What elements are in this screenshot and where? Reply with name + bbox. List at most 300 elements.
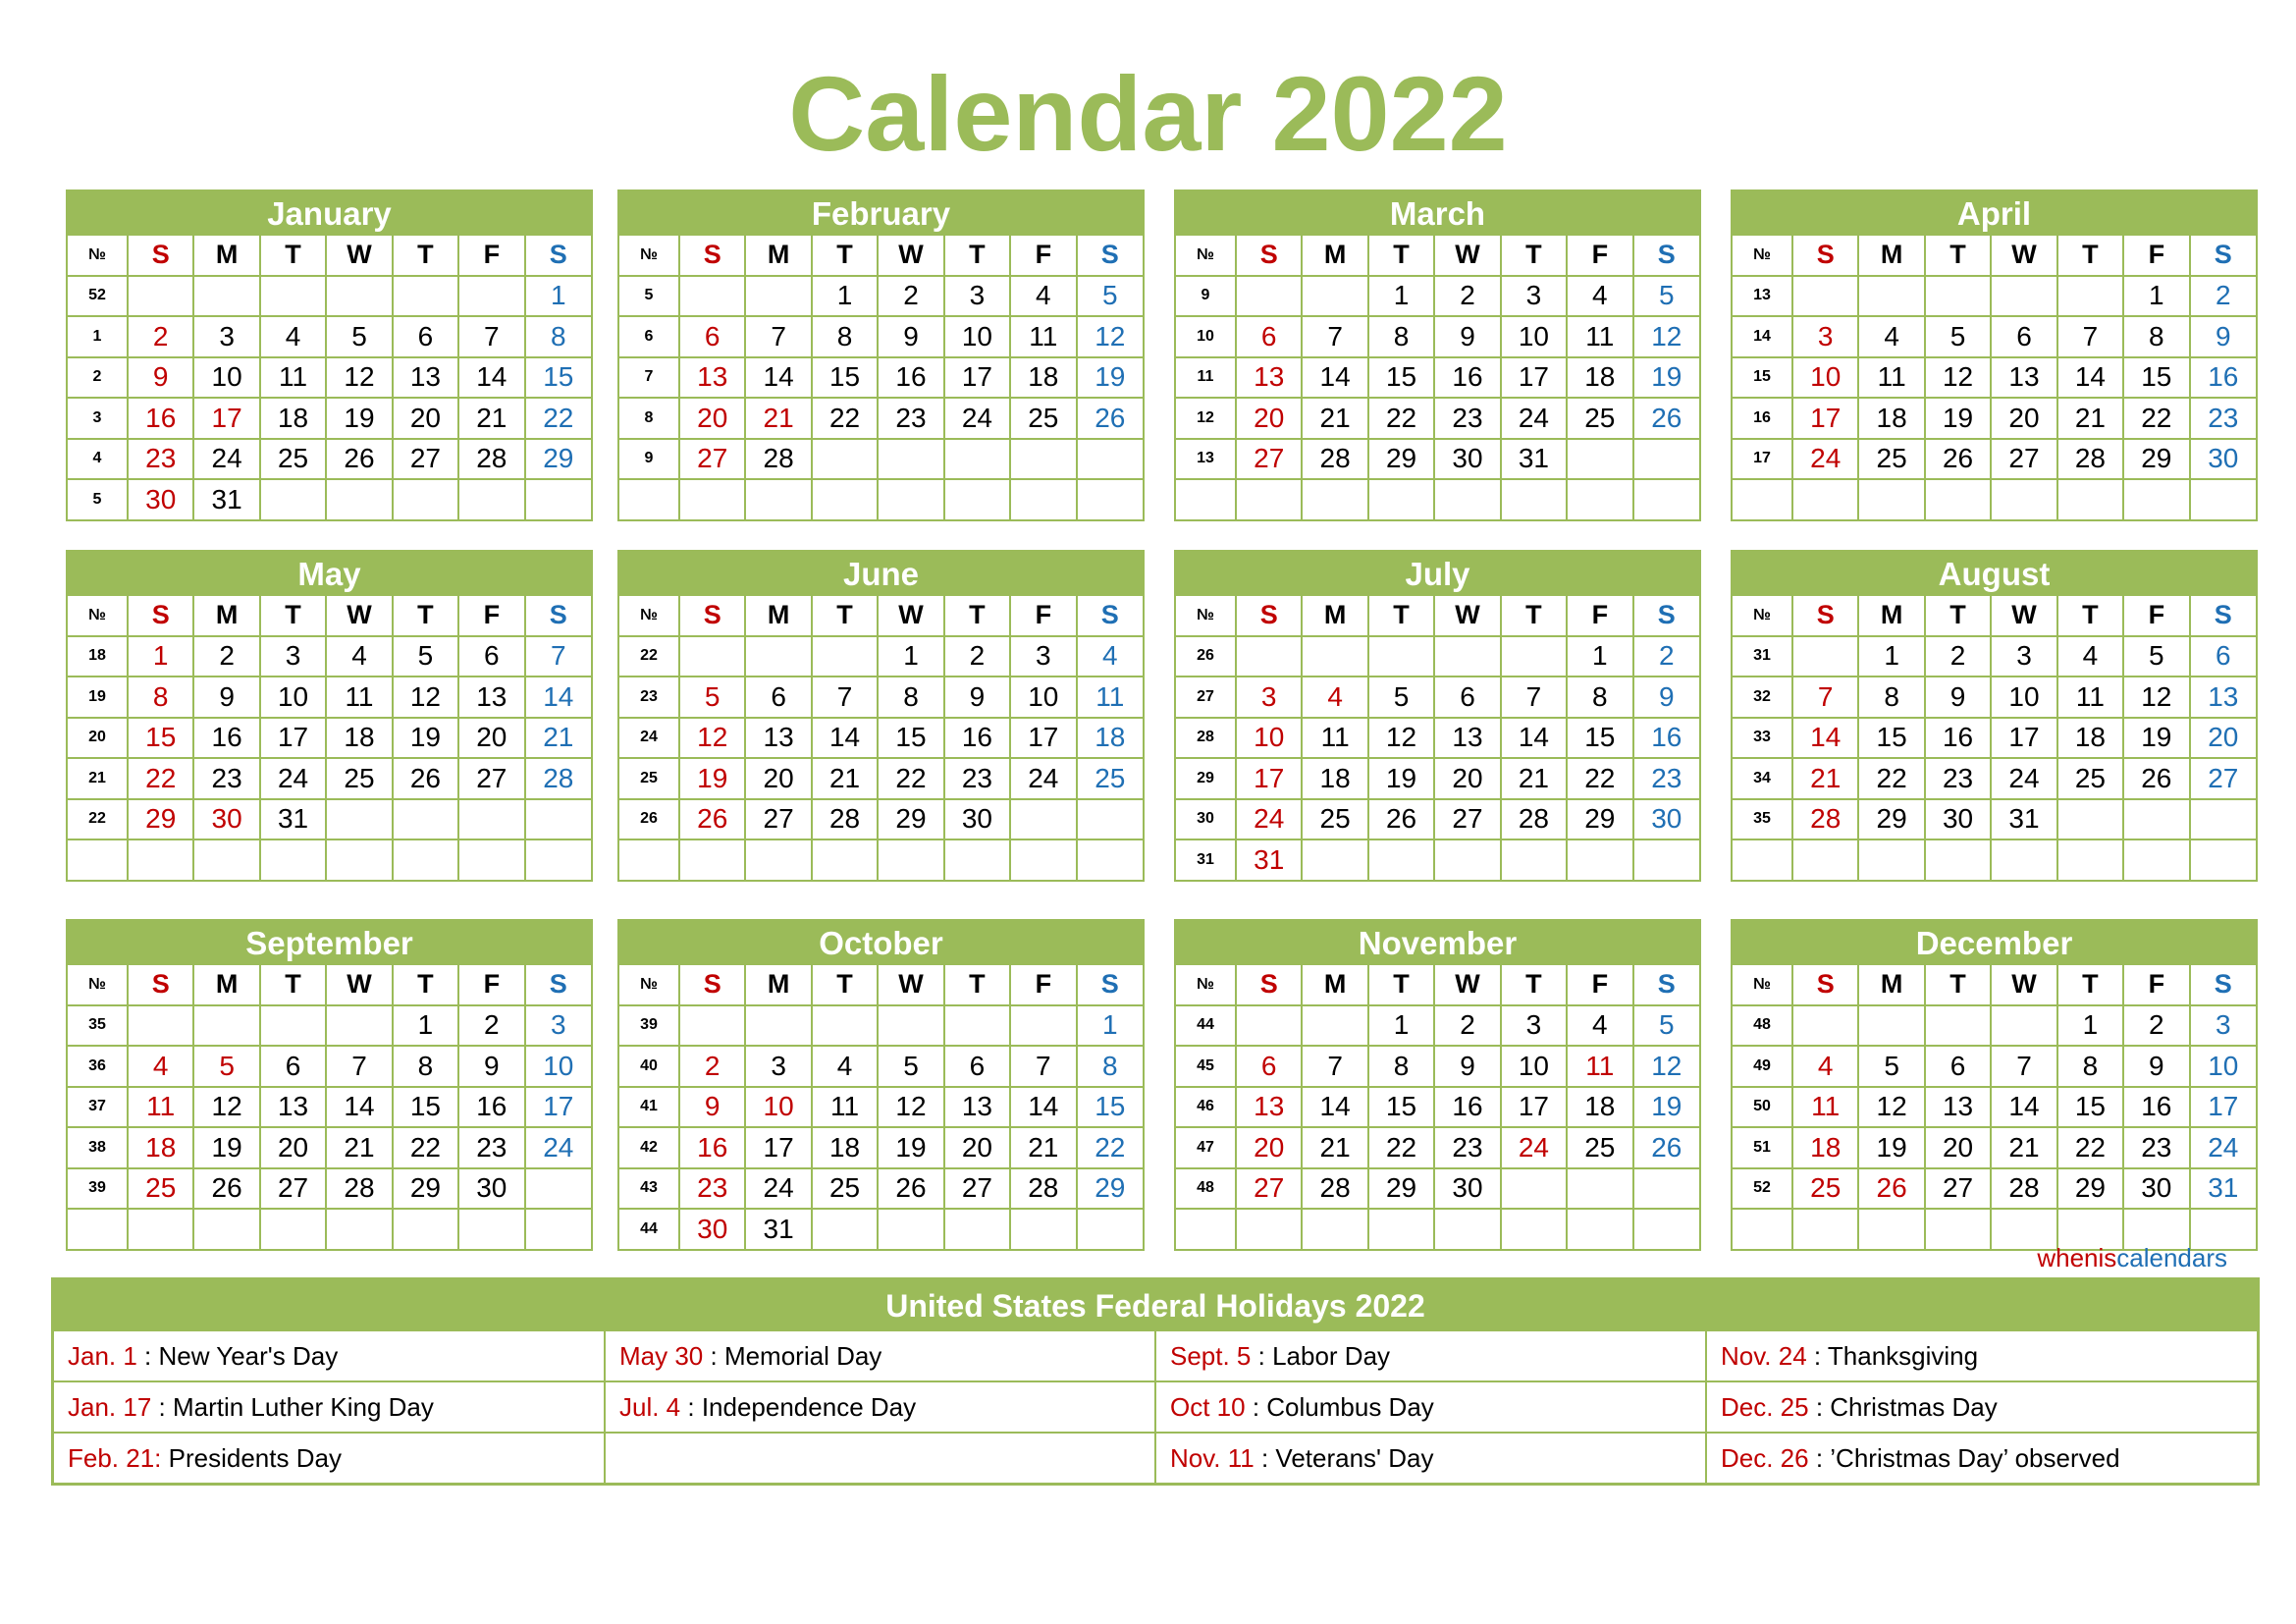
weekday-header: M bbox=[1858, 236, 1924, 276]
week-number: 12 bbox=[1176, 398, 1236, 439]
day-cell: 5 bbox=[1633, 276, 1699, 317]
day-cell: 11 bbox=[260, 357, 326, 399]
day-cell bbox=[2123, 799, 2189, 840]
weekday-header: T bbox=[393, 596, 458, 636]
day-cell: 19 bbox=[193, 1127, 259, 1168]
day-cell: 30 bbox=[679, 1209, 745, 1249]
weekday-header: F bbox=[458, 596, 524, 636]
day-cell: 7 bbox=[525, 636, 591, 677]
week-number-header: № bbox=[619, 596, 679, 636]
day-cell bbox=[2190, 479, 2256, 519]
day-cell: 16 bbox=[1633, 718, 1699, 759]
day-cell bbox=[878, 1209, 943, 1249]
day-cell bbox=[1010, 439, 1076, 480]
day-cell: 2 bbox=[128, 316, 193, 357]
day-cell: 30 bbox=[1434, 439, 1500, 480]
day-cell: 26 bbox=[1633, 398, 1699, 439]
day-cell bbox=[193, 1209, 259, 1249]
day-cell: 19 bbox=[1077, 357, 1143, 399]
day-cell: 5 bbox=[1633, 1005, 1699, 1047]
weekday-header: S bbox=[1077, 596, 1143, 636]
week-number-header: № bbox=[1176, 236, 1236, 276]
day-cell: 21 bbox=[1792, 758, 1858, 799]
day-cell: 26 bbox=[326, 439, 392, 480]
day-cell: 9 bbox=[1434, 1046, 1500, 1087]
holiday-cell bbox=[605, 1381, 1155, 1433]
day-cell bbox=[1633, 1209, 1699, 1249]
day-cell: 20 bbox=[679, 398, 745, 439]
week-row bbox=[619, 758, 1143, 799]
week-row bbox=[1733, 357, 2256, 399]
day-cell bbox=[1236, 636, 1302, 677]
day-cell: 6 bbox=[745, 677, 811, 718]
week-row bbox=[619, 718, 1143, 759]
day-cell: 9 bbox=[2190, 316, 2256, 357]
weekday-header: T bbox=[1925, 965, 1991, 1005]
day-cell: 5 bbox=[679, 677, 745, 718]
day-cell: 9 bbox=[1633, 677, 1699, 718]
week-number bbox=[1176, 1209, 1236, 1249]
day-cell: 1 bbox=[1368, 1005, 1434, 1047]
weekday-header: S bbox=[128, 965, 193, 1005]
week-number: 31 bbox=[1733, 636, 1792, 677]
week-number: 13 bbox=[1733, 276, 1792, 317]
weekday-header: T bbox=[2057, 596, 2123, 636]
month-june bbox=[617, 550, 1145, 882]
week-row bbox=[619, 276, 1143, 317]
day-cell: 2 bbox=[1633, 636, 1699, 677]
week-number: 29 bbox=[1176, 758, 1236, 799]
day-cell: 27 bbox=[1434, 799, 1500, 840]
day-cell: 21 bbox=[458, 398, 524, 439]
day-cell: 9 bbox=[1434, 316, 1500, 357]
day-cell: 14 bbox=[1991, 1087, 2056, 1128]
weekday-header: S bbox=[128, 236, 193, 276]
week-row bbox=[1176, 479, 1699, 519]
day-cell: 3 bbox=[1991, 636, 2056, 677]
day-cell: 24 bbox=[260, 758, 326, 799]
day-cell: 23 bbox=[193, 758, 259, 799]
day-cell: 21 bbox=[2057, 398, 2123, 439]
weekday-header: W bbox=[1991, 965, 2056, 1005]
day-cell bbox=[1368, 1209, 1434, 1249]
day-cell: 28 bbox=[1302, 439, 1367, 480]
weekday-header: S bbox=[525, 596, 591, 636]
day-cell: 2 bbox=[1925, 636, 1991, 677]
day-cell: 22 bbox=[1368, 398, 1434, 439]
day-cell: 12 bbox=[878, 1087, 943, 1128]
day-cell: 8 bbox=[1567, 677, 1632, 718]
day-cell: 3 bbox=[193, 316, 259, 357]
week-row bbox=[68, 398, 591, 439]
day-cell: 20 bbox=[1236, 1127, 1302, 1168]
day-cell: 27 bbox=[260, 1168, 326, 1210]
weekday-header: S bbox=[128, 596, 193, 636]
day-cell: 3 bbox=[1501, 1005, 1567, 1047]
day-cell bbox=[679, 839, 745, 880]
day-cell: 14 bbox=[1302, 1087, 1367, 1128]
weekday-header: T bbox=[1925, 596, 1991, 636]
week-row bbox=[1733, 398, 2256, 439]
day-cell: 30 bbox=[1925, 799, 1991, 840]
day-cell: 20 bbox=[458, 718, 524, 759]
week-number-header: № bbox=[1176, 596, 1236, 636]
week-number-header: № bbox=[68, 965, 128, 1005]
day-cell bbox=[1858, 1005, 1924, 1047]
day-cell: 13 bbox=[944, 1087, 1010, 1128]
day-cell: 18 bbox=[1567, 1087, 1632, 1128]
day-cell: 17 bbox=[1501, 357, 1567, 399]
week-row bbox=[1176, 1005, 1699, 1047]
day-cell: 25 bbox=[1010, 398, 1076, 439]
day-cell bbox=[1302, 839, 1367, 880]
day-cell bbox=[458, 479, 524, 519]
week-row bbox=[619, 1046, 1143, 1087]
holiday-date: Oct 10 bbox=[1170, 1391, 1246, 1422]
day-cell: 13 bbox=[1925, 1087, 1991, 1128]
day-cell: 7 bbox=[1991, 1046, 2056, 1087]
day-cell: 16 bbox=[458, 1087, 524, 1128]
day-cell bbox=[944, 1209, 1010, 1249]
week-row bbox=[1176, 398, 1699, 439]
day-cell: 8 bbox=[1368, 1046, 1434, 1087]
day-cell: 26 bbox=[1633, 1127, 1699, 1168]
holiday-date: Jan. 17 bbox=[68, 1391, 152, 1422]
day-cell: 16 bbox=[1925, 718, 1991, 759]
day-cell: 16 bbox=[1434, 357, 1500, 399]
day-cell: 7 bbox=[1010, 1046, 1076, 1087]
day-cell: 18 bbox=[1010, 357, 1076, 399]
day-cell: 6 bbox=[458, 636, 524, 677]
week-number: 26 bbox=[1176, 636, 1236, 677]
day-cell: 29 bbox=[128, 799, 193, 840]
day-cell: 1 bbox=[2123, 276, 2189, 317]
day-cell: 17 bbox=[525, 1087, 591, 1128]
day-cell: 5 bbox=[1858, 1046, 1924, 1087]
day-cell: 18 bbox=[1858, 398, 1924, 439]
day-cell: 17 bbox=[193, 398, 259, 439]
day-cell: 15 bbox=[1567, 718, 1632, 759]
day-cell: 7 bbox=[1501, 677, 1567, 718]
week-row bbox=[619, 1209, 1143, 1249]
day-cell bbox=[326, 1005, 392, 1047]
day-cell: 4 bbox=[812, 1046, 878, 1087]
day-cell: 11 bbox=[2057, 677, 2123, 718]
month-name: July bbox=[1176, 552, 1699, 596]
day-cell bbox=[1925, 839, 1991, 880]
holidays-heading: United States Federal Holidays 2022 bbox=[54, 1280, 2257, 1331]
day-cell bbox=[1792, 479, 1858, 519]
day-cell: 9 bbox=[193, 677, 259, 718]
day-cell bbox=[1925, 276, 1991, 317]
week-number: 35 bbox=[68, 1005, 128, 1047]
day-cell: 10 bbox=[193, 357, 259, 399]
day-cell bbox=[128, 1209, 193, 1249]
day-cell: 27 bbox=[944, 1168, 1010, 1210]
week-number-header: № bbox=[1176, 965, 1236, 1005]
day-cell: 11 bbox=[1858, 357, 1924, 399]
week-number: 42 bbox=[619, 1127, 679, 1168]
week-number: 23 bbox=[619, 677, 679, 718]
week-row bbox=[1176, 1046, 1699, 1087]
day-cell: 16 bbox=[878, 357, 943, 399]
day-cell: 12 bbox=[1633, 316, 1699, 357]
day-cell: 28 bbox=[525, 758, 591, 799]
day-cell: 4 bbox=[1567, 1005, 1632, 1047]
day-cell: 22 bbox=[525, 398, 591, 439]
day-cell: 29 bbox=[393, 1168, 458, 1210]
day-cell bbox=[458, 799, 524, 840]
day-cell: 6 bbox=[393, 316, 458, 357]
week-number: 43 bbox=[619, 1168, 679, 1210]
week-number bbox=[1176, 479, 1236, 519]
day-cell bbox=[878, 439, 943, 480]
day-cell: 23 bbox=[1925, 758, 1991, 799]
holiday-cell bbox=[1706, 1433, 2257, 1483]
day-cell: 6 bbox=[679, 316, 745, 357]
day-cell: 30 bbox=[1434, 1168, 1500, 1210]
holiday-separator: : bbox=[1808, 1442, 1831, 1473]
weekday-header: T bbox=[1368, 236, 1434, 276]
weekday-header: M bbox=[193, 236, 259, 276]
day-cell bbox=[1368, 636, 1434, 677]
day-cell: 25 bbox=[1792, 1168, 1858, 1210]
day-cell: 11 bbox=[1077, 677, 1143, 718]
day-cell bbox=[1077, 1209, 1143, 1249]
day-cell: 23 bbox=[679, 1168, 745, 1210]
day-cell bbox=[1991, 1005, 2056, 1047]
week-row bbox=[1176, 439, 1699, 480]
week-row bbox=[1176, 1127, 1699, 1168]
day-cell: 23 bbox=[128, 439, 193, 480]
day-cell: 20 bbox=[1925, 1127, 1991, 1168]
weekday-header: F bbox=[1567, 236, 1632, 276]
weekday-header: M bbox=[745, 596, 811, 636]
day-cell: 23 bbox=[458, 1127, 524, 1168]
holiday-date: Jul. 4 bbox=[619, 1391, 681, 1422]
weekday-header: S bbox=[1792, 596, 1858, 636]
day-cell bbox=[1633, 839, 1699, 880]
weekday-header: F bbox=[458, 236, 524, 276]
day-cell bbox=[1858, 276, 1924, 317]
month-march bbox=[1174, 189, 1701, 521]
website-part-1: whenis bbox=[2037, 1243, 2117, 1272]
day-cell: 14 bbox=[1501, 718, 1567, 759]
day-cell: 11 bbox=[1567, 316, 1632, 357]
holiday-date: Dec. 25 bbox=[1721, 1391, 1809, 1422]
day-cell bbox=[944, 439, 1010, 480]
day-cell bbox=[679, 479, 745, 519]
day-cell: 14 bbox=[812, 718, 878, 759]
week-number: 21 bbox=[68, 758, 128, 799]
week-number: 39 bbox=[68, 1168, 128, 1210]
day-cell bbox=[2057, 799, 2123, 840]
day-cell: 19 bbox=[1633, 1087, 1699, 1128]
day-cell bbox=[128, 276, 193, 317]
day-cell: 3 bbox=[745, 1046, 811, 1087]
week-row bbox=[1733, 839, 2256, 880]
day-cell: 12 bbox=[393, 677, 458, 718]
day-cell: 19 bbox=[1925, 398, 1991, 439]
day-cell: 6 bbox=[1434, 677, 1500, 718]
day-cell: 20 bbox=[393, 398, 458, 439]
day-cell: 28 bbox=[1302, 1168, 1367, 1210]
month-name: December bbox=[1733, 921, 2256, 965]
holiday-cell bbox=[1155, 1331, 1706, 1381]
week-row bbox=[619, 799, 1143, 840]
week-row bbox=[619, 398, 1143, 439]
month-name: June bbox=[619, 552, 1143, 596]
week-number: 33 bbox=[1733, 718, 1792, 759]
holiday-date: Jan. 1 bbox=[68, 1340, 137, 1371]
day-cell: 30 bbox=[2190, 439, 2256, 480]
week-row bbox=[1733, 1005, 2256, 1047]
week-row bbox=[68, 1005, 591, 1047]
day-cell: 17 bbox=[1010, 718, 1076, 759]
weekday-header: T bbox=[812, 596, 878, 636]
day-cell bbox=[458, 1209, 524, 1249]
weekday-header: F bbox=[1567, 596, 1632, 636]
week-number bbox=[619, 839, 679, 880]
day-cell: 30 bbox=[128, 479, 193, 519]
day-cell: 13 bbox=[679, 357, 745, 399]
day-cell bbox=[326, 839, 392, 880]
day-cell bbox=[393, 1209, 458, 1249]
day-cell: 29 bbox=[1368, 439, 1434, 480]
day-cell: 21 bbox=[326, 1127, 392, 1168]
holiday-cell bbox=[605, 1433, 1155, 1483]
day-cell: 20 bbox=[944, 1127, 1010, 1168]
week-row bbox=[1733, 799, 2256, 840]
day-cell: 18 bbox=[812, 1127, 878, 1168]
day-cell: 15 bbox=[2123, 357, 2189, 399]
day-cell: 26 bbox=[1925, 439, 1991, 480]
week-number: 26 bbox=[619, 799, 679, 840]
weekday-header: T bbox=[944, 596, 1010, 636]
day-cell: 30 bbox=[2123, 1168, 2189, 1210]
weekday-header: T bbox=[1501, 965, 1567, 1005]
holiday-separator: : bbox=[1254, 1442, 1276, 1473]
day-cell: 21 bbox=[745, 398, 811, 439]
month-name: May bbox=[68, 552, 591, 596]
day-cell: 28 bbox=[458, 439, 524, 480]
day-cell: 13 bbox=[2190, 677, 2256, 718]
day-cell: 21 bbox=[1010, 1127, 1076, 1168]
day-cell: 31 bbox=[2190, 1168, 2256, 1210]
weekday-header: S bbox=[1633, 965, 1699, 1005]
holiday-cell bbox=[1155, 1433, 1706, 1483]
week-row bbox=[619, 479, 1143, 519]
day-cell: 21 bbox=[1501, 758, 1567, 799]
day-cell: 9 bbox=[944, 677, 1010, 718]
day-cell bbox=[193, 839, 259, 880]
day-cell: 17 bbox=[1236, 758, 1302, 799]
day-cell: 25 bbox=[1077, 758, 1143, 799]
day-cell bbox=[1236, 1005, 1302, 1047]
day-cell: 5 bbox=[193, 1046, 259, 1087]
holiday-cell bbox=[54, 1433, 605, 1483]
day-cell: 1 bbox=[393, 1005, 458, 1047]
day-cell: 26 bbox=[679, 799, 745, 840]
day-cell bbox=[878, 1005, 943, 1047]
month-january bbox=[66, 189, 593, 521]
week-row bbox=[619, 357, 1143, 399]
week-row bbox=[1733, 677, 2256, 718]
day-cell: 12 bbox=[679, 718, 745, 759]
day-cell: 24 bbox=[1501, 398, 1567, 439]
weekday-header: S bbox=[679, 596, 745, 636]
website-link[interactable] bbox=[2037, 1243, 2227, 1273]
day-cell bbox=[812, 1005, 878, 1047]
day-cell: 23 bbox=[2190, 398, 2256, 439]
day-cell: 10 bbox=[2190, 1046, 2256, 1087]
week-number: 45 bbox=[1176, 1046, 1236, 1087]
weekday-header: T bbox=[260, 236, 326, 276]
week-row bbox=[68, 479, 591, 519]
day-cell: 31 bbox=[1236, 839, 1302, 880]
day-cell: 3 bbox=[2190, 1005, 2256, 1047]
day-cell bbox=[393, 479, 458, 519]
holiday-separator: : bbox=[136, 1340, 159, 1371]
week-number: 20 bbox=[68, 718, 128, 759]
day-cell bbox=[1633, 439, 1699, 480]
day-cell: 22 bbox=[2123, 398, 2189, 439]
day-cell: 31 bbox=[1991, 799, 2056, 840]
day-cell: 15 bbox=[1077, 1087, 1143, 1128]
day-cell bbox=[1434, 636, 1500, 677]
day-cell: 27 bbox=[679, 439, 745, 480]
day-cell: 5 bbox=[1077, 276, 1143, 317]
day-cell: 3 bbox=[1501, 276, 1567, 317]
month-february bbox=[617, 189, 1145, 521]
holiday-name: Veterans' Day bbox=[1275, 1442, 1434, 1473]
day-cell: 24 bbox=[1991, 758, 2056, 799]
weekday-header: S bbox=[2190, 596, 2256, 636]
day-cell bbox=[1010, 839, 1076, 880]
week-row bbox=[619, 1127, 1143, 1168]
day-cell: 21 bbox=[812, 758, 878, 799]
day-cell bbox=[2057, 276, 2123, 317]
week-number: 48 bbox=[1733, 1005, 1792, 1047]
day-cell: 25 bbox=[2057, 758, 2123, 799]
week-number: 48 bbox=[1176, 1168, 1236, 1210]
week-number: 10 bbox=[1176, 316, 1236, 357]
day-cell: 30 bbox=[944, 799, 1010, 840]
day-cell: 10 bbox=[944, 316, 1010, 357]
week-number-header: № bbox=[1733, 236, 1792, 276]
day-cell bbox=[1302, 479, 1367, 519]
holiday-row bbox=[54, 1381, 2257, 1433]
day-cell: 13 bbox=[1991, 357, 2056, 399]
day-cell: 19 bbox=[1368, 758, 1434, 799]
holiday-separator: : bbox=[1806, 1340, 1828, 1371]
day-cell: 28 bbox=[2057, 439, 2123, 480]
day-cell: 15 bbox=[525, 357, 591, 399]
day-cell bbox=[944, 839, 1010, 880]
day-cell: 6 bbox=[1236, 1046, 1302, 1087]
day-cell: 25 bbox=[128, 1168, 193, 1210]
week-row bbox=[1176, 1168, 1699, 1210]
week-number: 49 bbox=[1733, 1046, 1792, 1087]
day-cell: 30 bbox=[193, 799, 259, 840]
week-row bbox=[619, 1087, 1143, 1128]
day-cell: 3 bbox=[1792, 316, 1858, 357]
day-cell: 1 bbox=[878, 636, 943, 677]
day-cell: 3 bbox=[525, 1005, 591, 1047]
month-july bbox=[1174, 550, 1701, 882]
day-cell: 23 bbox=[2123, 1127, 2189, 1168]
day-cell bbox=[1567, 1209, 1632, 1249]
